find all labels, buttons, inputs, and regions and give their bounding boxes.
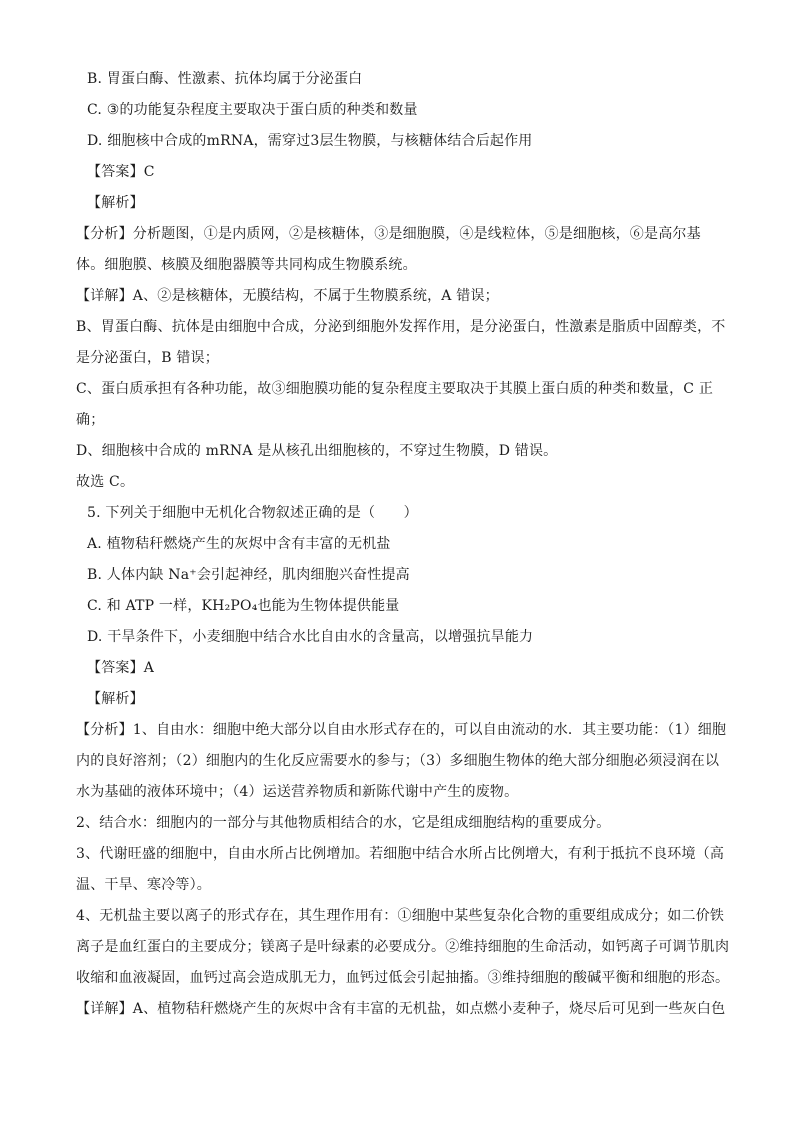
prev-fenxi-line-1: 【分析】分析题图，①是内质网，②是核糖体，③是细胞膜，④是线粒体，⑤是细胞核，⑥是高尔基 bbox=[76, 226, 701, 242]
prev-option-b: B. 胃蛋白酶、性激素、抗体均属于分泌蛋白 bbox=[87, 71, 363, 87]
prev-fenxi-line-2: 体。细胞膜、核膜及细胞器膜等共同构成生物膜系统。 bbox=[76, 257, 417, 273]
q5-option-a: A. 植物秸秆燃烧产生的灰烬中含有丰富的无机盐 bbox=[87, 536, 391, 552]
prev-xiangjie-c-2: 确； bbox=[76, 412, 105, 428]
page-content bbox=[76, 64, 730, 1025]
prev-answer: 【答案】C bbox=[87, 164, 155, 180]
prev-analysis-label: 【解析】 bbox=[87, 195, 144, 211]
q5-analysis-label: 【解析】 bbox=[87, 691, 144, 707]
prev-xiangjie-b-2: 是分泌蛋白，B 错误； bbox=[76, 350, 219, 366]
q5-fenxi-4b: 离子是血红蛋白的主要成分；镁离子是叶绿素的必要成分。②维持细胞的生命活动，如钙离子可调节肌肉 bbox=[76, 939, 730, 955]
prev-xiangjie-a: 【详解】A、②是核糖体，无膜结构，不属于生物膜系统，A 错误； bbox=[76, 288, 499, 304]
q5-stem: 5. 下列关于细胞中无机化合物叙述正确的是（ ） bbox=[87, 505, 418, 521]
q5-fenxi-1a: 【分析】1、自由水：细胞中绝大部分以自由水形式存在的，可以自由流动的水．其主要功能：（1）细胞 bbox=[76, 722, 727, 738]
q5-fenxi-1b: 内的良好溶剂；（2）细胞内的生化反应需要水的参与；（3）多细胞生物体的绝大部分细胞必须浸润在以 bbox=[76, 753, 720, 769]
prev-xiangjie-d: D、细胞核中合成的 mRNA 是从核孔出细胞核的，不穿过生物膜，D 错误。 bbox=[76, 443, 558, 459]
q5-option-c: C. 和 ATP 一样，KH₂PO₄也能为生物体提供能量 bbox=[87, 598, 400, 614]
prev-xiangjie-b-1: B、胃蛋白酶、抗体是由细胞中合成，分泌到细胞外发挥作用，是分泌蛋白，性激素是脂质中固醇类，不 bbox=[76, 319, 726, 335]
q5-fenxi-1c: 水为基础的液体环境中；（4）运送营养物质和新陈代谢中产生的废物。 bbox=[76, 784, 519, 800]
prev-xiangjie-c-1: C、蛋白质承担有各种功能，故③细胞膜功能的复杂程度主要取决于其膜上蛋白质的种类和数量，C 正 bbox=[76, 381, 714, 397]
q5-option-b: B. 人体内缺 Na⁺会引起神经，肌肉细胞兴奋性提高 bbox=[87, 567, 410, 583]
q5-xiangjie-a: 【详解】A、植物秸秆燃烧产生的灰烬中含有丰富的无机盐，如点燃小麦种子，烧尽后可见到一些灰白色 bbox=[76, 1001, 726, 1017]
prev-option-c: C. ③的功能复杂程度主要取决于蛋白质的种类和数量 bbox=[87, 102, 418, 118]
prev-conclusion: 故选 C。 bbox=[76, 474, 135, 490]
q5-option-d: D. 干旱条件下，小麦细胞中结合水比自由水的含量高，以增强抗旱能力 bbox=[87, 629, 534, 645]
prev-option-d: D. 细胞核中合成的mRNA，需穿过3层生物膜，与核糖体结合后起作用 bbox=[87, 133, 533, 149]
q5-fenxi-2: 2、结合水：细胞内的一部分与其他物质相结合的水，它是组成细胞结构的重要成分。 bbox=[76, 815, 611, 831]
q5-fenxi-4c: 收缩和血液凝固，血钙过高会造成肌无力，血钙过低会引起抽搐。③维持细胞的酸碱平衡和细胞的形态。 bbox=[76, 970, 730, 986]
q5-fenxi-3b: 温、干旱、寒冷等）。 bbox=[76, 877, 211, 893]
q5-fenxi-4a: 4、无机盐主要以离子的形式存在，其生理作用有：①细胞中某些复杂化合物的重要组成成分；如二价铁 bbox=[76, 908, 725, 924]
q5-fenxi-3a: 3、代谢旺盛的细胞中，自由水所占比例增加。若细胞中结合水所占比例增大，有利于抵抗不良环境（高 bbox=[76, 846, 725, 862]
q5-answer: 【答案】A bbox=[87, 660, 155, 676]
